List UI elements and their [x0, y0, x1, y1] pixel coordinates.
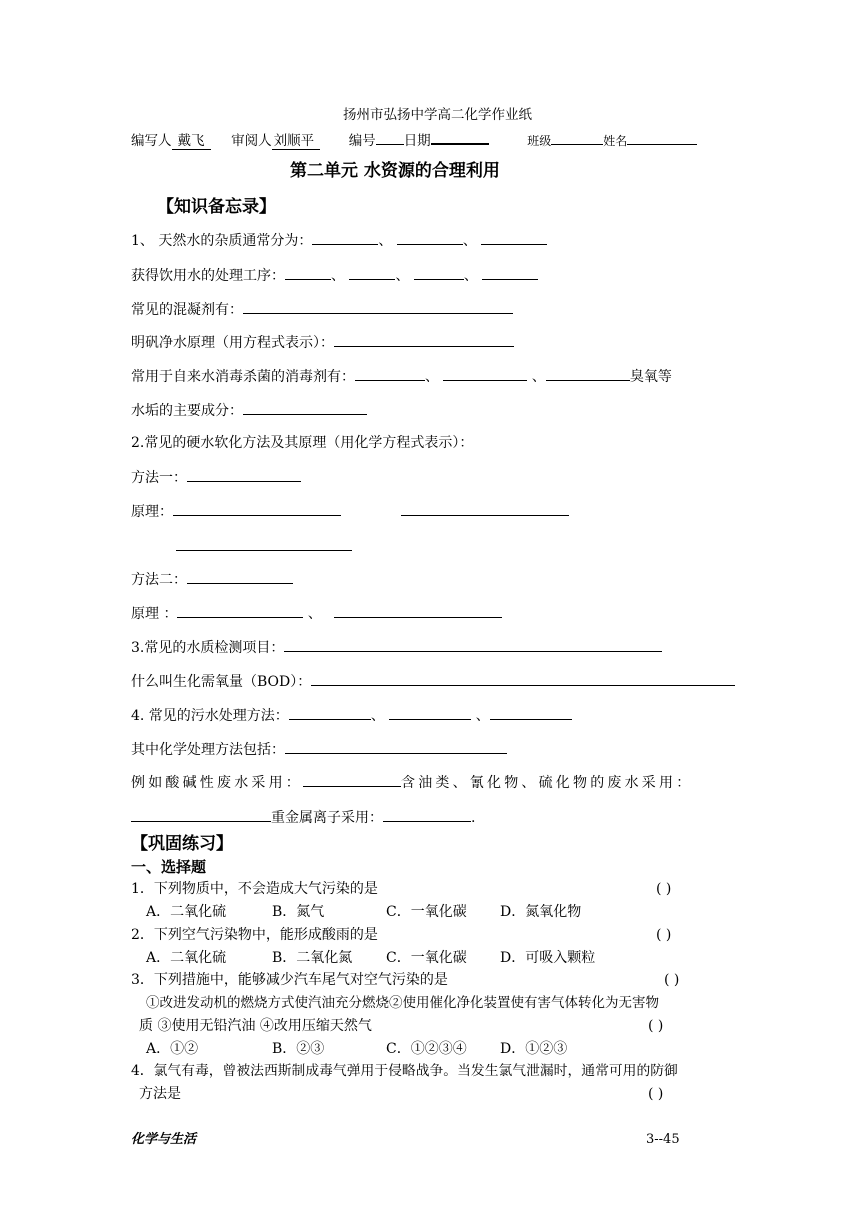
memo-line-5-text: 常用于自来水消毒杀菌的消毒剂有： — [131, 369, 355, 385]
memo-line-17-text: 重金属离子采用： — [271, 810, 383, 826]
memo-line-15 — [131, 738, 507, 760]
memo-line-3-text: 常见的混凝剂有： — [131, 302, 243, 318]
school-title: 扬州市弘扬中学高二化学作业纸 — [343, 107, 532, 123]
memo-line-12 — [131, 636, 662, 658]
blank — [443, 365, 527, 381]
memo-line-16 — [131, 771, 693, 793]
memo-line-15-text: 其中化学处理方法包括： — [131, 742, 285, 758]
memo-line-16-text-b: 含油类、氰化物、硫化物的废水采用： — [401, 775, 694, 791]
blank — [401, 500, 569, 516]
blank — [131, 806, 271, 822]
memo-line-17 — [131, 806, 475, 828]
number-label: 编号 — [348, 133, 376, 149]
date-blank — [431, 128, 489, 145]
question-1: 1．下列物质中，不会造成大气污染的是 — [131, 881, 378, 897]
page-title: 第二单元 水资源的合理利用 — [290, 161, 500, 181]
q1-option-d: D．氮氧化物 — [500, 904, 582, 920]
q3-option-b: B．②③ — [272, 1041, 325, 1057]
blank — [414, 264, 464, 280]
blank — [284, 636, 662, 652]
memo-line-6-text: 水垢的主要成分： — [131, 403, 243, 419]
blank — [397, 229, 463, 245]
question-3-paren: ( ) — [664, 972, 680, 988]
blank — [389, 704, 471, 720]
q2-option-c: C．一氧化碳 — [386, 950, 467, 966]
blank — [383, 806, 471, 822]
memo-line-10 — [131, 568, 293, 590]
number-blank — [376, 129, 404, 145]
memo-line-8 — [131, 466, 301, 488]
blank — [334, 331, 514, 347]
memo-line-13 — [131, 670, 735, 692]
date-label: 日期 — [403, 133, 431, 149]
blank — [349, 264, 395, 280]
question-3-line-3: 质 ③使用无铅汽油 ④改用压缩天然气 — [139, 1018, 372, 1034]
question-3: 3．下列措施中，能够减少汽车尾气对空气污染的是 — [131, 972, 448, 988]
q2-option-a: A．二氧化硫 — [146, 950, 227, 966]
memo-line-5: 常用于自来水消毒杀菌的消毒剂有： 、 、 臭氧等 — [131, 365, 672, 387]
blank — [176, 535, 352, 551]
q1-option-a: A．二氧化硫 — [146, 904, 227, 920]
method-1-label: 方法一： — [131, 470, 187, 486]
section-heading: 一、选择题 — [131, 858, 207, 876]
name-blank — [627, 129, 697, 145]
memo-line-14: 4. 常见的污水处理方法： 、 、 — [131, 704, 572, 726]
method-2-label: 方法二： — [131, 572, 187, 588]
memo-line-4-text: 明矾净水原理（用方程式表示）： — [131, 335, 334, 351]
name-label: 姓名 — [603, 134, 628, 148]
memo-line-14-text: 4. 常见的污水处理方法： — [131, 708, 289, 724]
memo-line-5-tail: 臭氧等 — [629, 369, 672, 385]
blank — [243, 399, 367, 415]
practice-heading: 【巩固练习】 — [131, 834, 233, 854]
blank — [312, 229, 378, 245]
blank — [546, 365, 630, 381]
memo-line-2: 获得饮用水的处理工序： 、 、 、 — [131, 264, 538, 286]
blank — [173, 500, 341, 516]
blank — [285, 264, 331, 280]
reviewer-name: 刘顺平 — [272, 133, 321, 150]
q3-option-a: A．①② — [146, 1041, 199, 1057]
question-2-paren: ( ) — [656, 927, 672, 943]
reviewer-label: 审阅人 — [231, 133, 272, 149]
q3-option-d: D．①②③ — [500, 1041, 568, 1057]
memo-line-9b — [176, 535, 352, 557]
blank — [177, 602, 303, 618]
memo-line-7: 2.常见的硬水软化方法及其原理（用化学方程式表示）： — [131, 435, 474, 451]
blank — [482, 264, 538, 280]
blank — [187, 466, 301, 482]
memo-line-13-text: 什么叫生化需氧量（BOD）： — [131, 674, 312, 690]
memo-line-2-text: 获得饮用水的处理工序： — [131, 268, 285, 284]
class-blank — [551, 129, 603, 145]
memo-line-6 — [131, 399, 367, 421]
question-3-line-2: ①改进发动机的燃烧方式使汽油充分燃烧②使用催化净化装置使有害气体转化为无害物 — [146, 995, 659, 1011]
blank — [187, 568, 293, 584]
q3-option-c: C．①②③④ — [386, 1041, 467, 1057]
memo-line-4 — [131, 331, 514, 353]
blank — [285, 738, 507, 754]
blank — [289, 704, 371, 720]
question-4: 4．氯气有毒，曾被法西斯制成毒气弹用于侵略战争。当发生氯气泄漏时，通常可用的防御 — [131, 1063, 678, 1079]
footer-page-number: 3--45 — [646, 1132, 680, 1147]
question-3-line-3-paren: ( ) — [648, 1018, 664, 1034]
question-4-paren: ( ) — [648, 1086, 664, 1102]
blank — [481, 229, 547, 245]
memo-line-1-text: 1、 天然水的杂质通常分为： — [131, 233, 313, 249]
principle-2-label: 原理 ： — [131, 606, 178, 622]
question-4-line-2: 方法是 — [139, 1086, 181, 1102]
memo-line-12-text: 3.常见的水质检测项目： — [131, 640, 285, 656]
q1-option-c: C．一氧化碳 — [386, 904, 467, 920]
writer-name: 戴飞 — [172, 133, 211, 150]
blank — [355, 365, 425, 381]
blank — [311, 670, 735, 686]
q2-option-d: D．可吸入颗粒 — [500, 950, 596, 966]
principle-1-label: 原理： — [131, 504, 173, 520]
memo-line-9 — [131, 500, 569, 522]
q2-option-b: B．二氧化氮 — [272, 950, 353, 966]
memo-line-11: 原理 ： 、 — [131, 602, 502, 624]
blank — [490, 704, 572, 720]
memo-line-1: 1、 天然水的杂质通常分为： 、 、 — [131, 229, 547, 251]
blank — [303, 771, 401, 787]
q1-option-b: B．氮气 — [272, 904, 325, 920]
writer-label: 编写人 — [131, 133, 172, 149]
memo-line-16-text-a: 例如酸碱性废水采用： — [131, 775, 303, 791]
memo-line-17-end: . — [471, 810, 476, 826]
memo-heading: 【知识备忘录】 — [157, 197, 276, 217]
blank — [243, 298, 513, 314]
blank — [334, 602, 502, 618]
memo-line-3 — [131, 298, 513, 320]
question-2: 2．下列空气污染物中，能形成酸雨的是 — [131, 927, 378, 943]
header-info-line — [131, 128, 697, 151]
footer-subject: 化学与生活 — [131, 1132, 197, 1147]
class-label: 班级 — [527, 134, 552, 148]
question-1-paren: ( ) — [656, 881, 672, 897]
